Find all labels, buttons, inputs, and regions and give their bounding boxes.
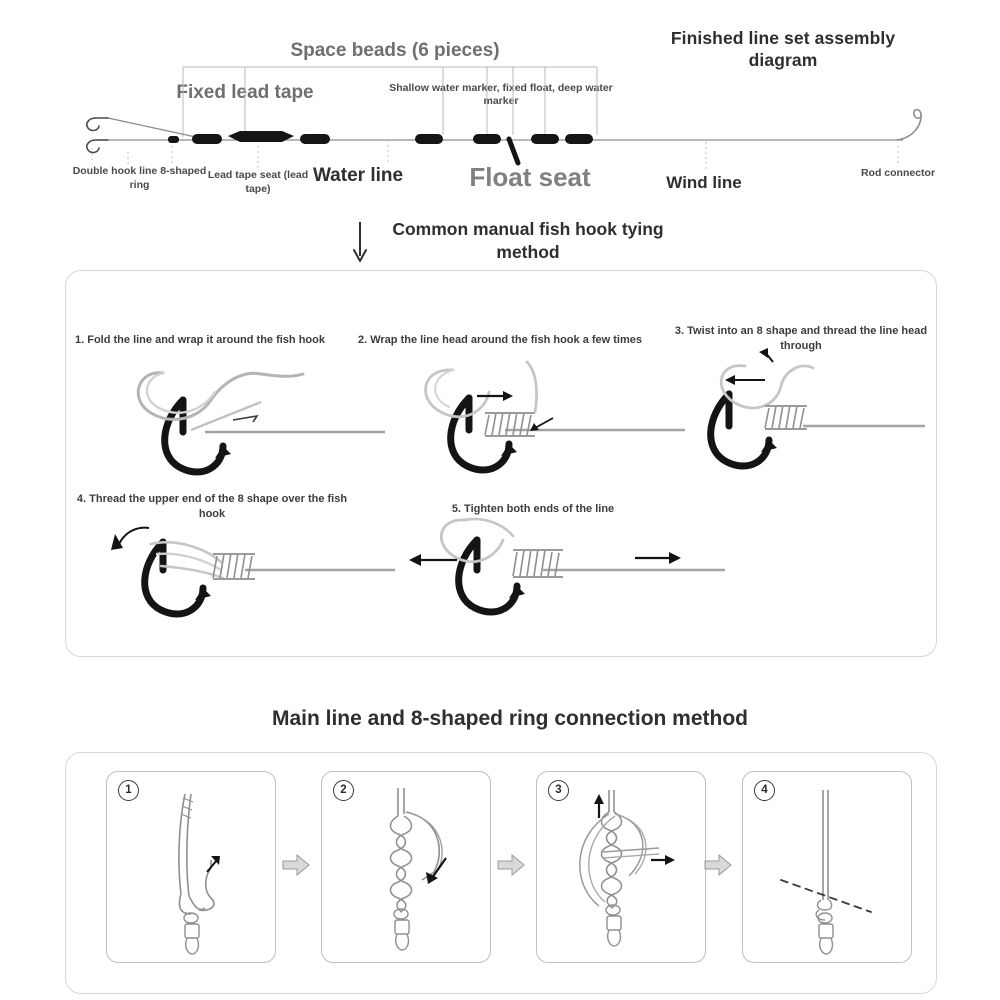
float-seat-stub (509, 139, 518, 163)
lead-tape-collar-right (300, 134, 330, 144)
down-arrow-icon (348, 220, 378, 265)
label-wind-line: Wind line (666, 173, 742, 192)
callout-brackets (183, 67, 597, 137)
connection-figure-4 (743, 772, 911, 962)
assembly-diagram-section (0, 0, 1000, 215)
connection-method-panel (65, 752, 937, 994)
dropper-line (108, 118, 205, 139)
lead-tape (228, 131, 294, 142)
eight-shaped-ring (168, 136, 179, 143)
connection-method-heading: Main line and 8-shaped ring connection method (271, 707, 749, 730)
tying-method-heading: Common manual fish hook tying method (392, 219, 664, 262)
label-float-seat: Float seat (469, 162, 591, 192)
label-lead-tape-seat: Lead tape seat (lead tape) (207, 169, 309, 195)
knot-step-2-figure (426, 362, 685, 470)
connection-step-card-3 (536, 771, 706, 963)
step-number-badge: 4 (754, 780, 775, 801)
knot-step-1-label: 1. Fold the line and wrap it around the fish hook (75, 334, 325, 346)
fixed-lead-tape-title: Fixed lead tape (176, 82, 314, 103)
knot-step-4-figure (111, 528, 395, 614)
space-beads-title: Space beads (6 pieces) (290, 40, 500, 61)
space-bead (473, 134, 501, 144)
connection-figure-3 (537, 772, 705, 962)
connection-figure-2 (322, 772, 490, 962)
knot-step-1-figure (138, 373, 385, 472)
step-number-badge: 1 (118, 780, 139, 801)
rod-connector-curl (897, 110, 921, 140)
label-water-line: Water line (312, 165, 404, 186)
step-number-badge: 2 (333, 780, 354, 801)
connection-step-card-2 (321, 771, 491, 963)
knot-step-4-label: 4. Thread the upper end of the 8 shape over the fish hook (76, 493, 348, 520)
connection-step-card-4 (742, 771, 912, 963)
assembly-diagram-title: Finished line set assembly diagram (670, 28, 896, 70)
knot-step-2-label: 2. Wrap the line head around the fish hook a few times (357, 334, 642, 346)
label-rod-connector: Rod connector (860, 167, 936, 179)
knot-diagrams (65, 270, 935, 655)
knot-step-3-figure (711, 348, 925, 466)
step-number-badge: 3 (548, 780, 569, 801)
flow-arrow-icon (703, 853, 733, 877)
space-bead (565, 134, 593, 144)
connection-figure-1 (107, 772, 275, 962)
hook-upper (87, 118, 108, 130)
lead-tape-collar-left (192, 134, 222, 144)
label-double-hook-line: Double hook line 8-shaped ring (72, 165, 207, 191)
space-bead (531, 134, 559, 144)
space-bead (415, 134, 443, 144)
knot-step-5-figure (409, 519, 725, 612)
flow-arrow-icon (281, 853, 311, 877)
flow-arrow-icon (496, 853, 526, 877)
water-marker-title: Shallow water marker, fixed float, deep water marker (389, 82, 613, 108)
connection-step-card-1 (106, 771, 276, 963)
knot-step-5-label: 5. Tighten both ends of the line (451, 503, 615, 515)
hook-lower (87, 140, 108, 152)
knot-step-3-label: 3. Twist into an 8 shape and thread the line head through (674, 325, 928, 352)
